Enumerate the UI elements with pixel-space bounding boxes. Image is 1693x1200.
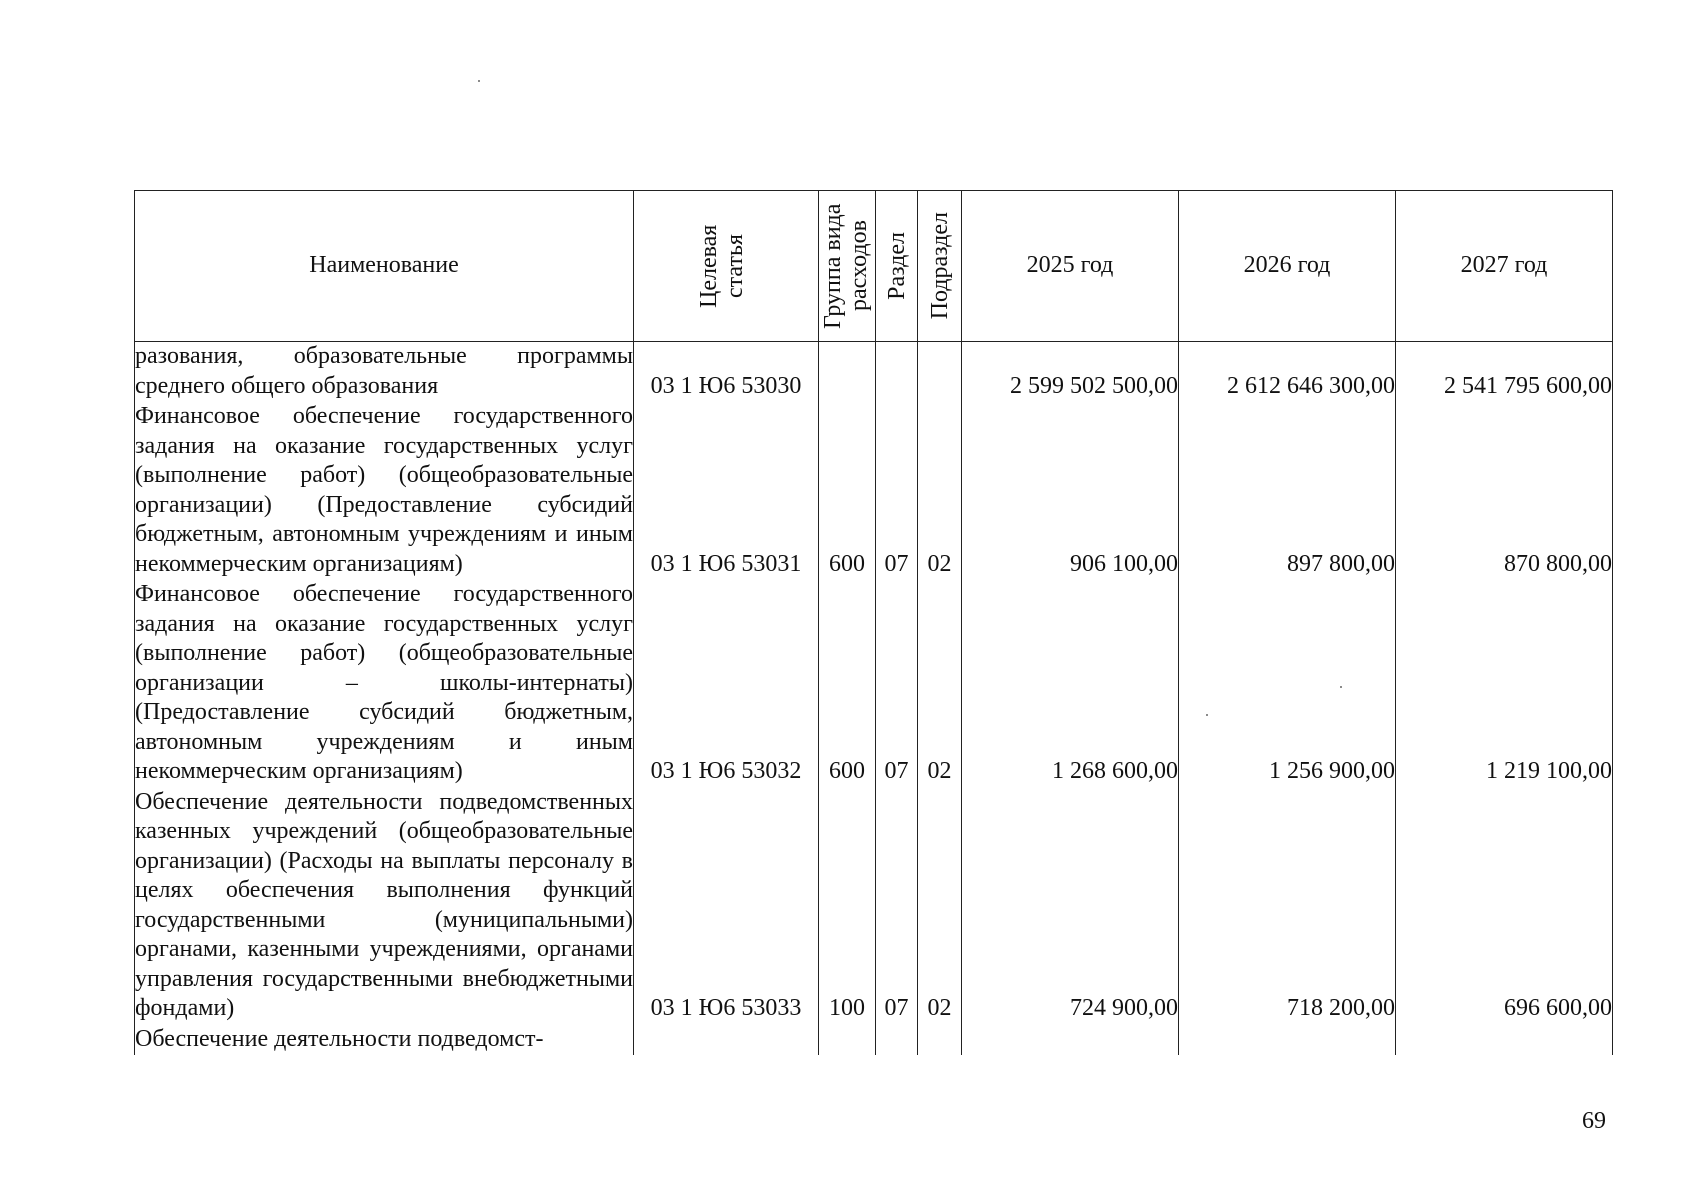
row-subsection — [918, 342, 962, 403]
row-section: 07 — [876, 788, 918, 1025]
header-2026 — [1179, 191, 1396, 342]
row-subsection: 02 — [918, 580, 962, 788]
row-target-article: 03 1 Ю6 53030 — [634, 342, 819, 403]
row-expense-group: 600 — [819, 402, 876, 580]
row-target-article: 03 1 Ю6 53031 — [634, 402, 819, 580]
header-target-article-label: Целевая статья — [696, 224, 748, 308]
header-expense-group-label: Группа вида расходов — [820, 203, 872, 329]
row-section — [876, 342, 918, 403]
table-row — [135, 1025, 1613, 1056]
row-amount-2025: 2 599 502 500,00 — [962, 342, 1179, 403]
header-name-label: Наименование — [309, 252, 459, 279]
row-amount-2026: 1 256 900,00 — [1179, 580, 1396, 788]
row-amount-2025 — [962, 1025, 1179, 1056]
row-expense-group: 100 — [819, 788, 876, 1025]
header-section — [876, 191, 918, 342]
row-amount-2026 — [1179, 1025, 1396, 1056]
row-expense-group — [819, 342, 876, 403]
row-amount-2025: 906 100,00 — [962, 402, 1179, 580]
table-row — [135, 402, 1613, 580]
row-amount-2027: 1 219 100,00 — [1396, 580, 1613, 788]
row-target-article: 03 1 Ю6 53033 — [634, 788, 819, 1025]
row-section — [876, 1025, 918, 1056]
row-subsection — [918, 1025, 962, 1056]
row-name: Обеспечение деятельности подведомст- — [135, 1025, 634, 1056]
header-subsection — [918, 191, 962, 342]
header-section-label: Раздел — [883, 232, 910, 300]
header-2027-label: 2027 год — [1460, 252, 1548, 279]
row-name: Обеспечение деятельности подведомственных казенных учреждений (общеобразовательные организации) (Расходы на выплаты персоналу в целях обеспечения выполнения функций государственными (муниципальными) органами, казенными учреждениями, органами управления государственными внебюджетными фондами) — [135, 788, 634, 1025]
header-2026-label: 2026 год — [1243, 252, 1331, 279]
row-name: Финансовое обеспечение государственного задания на оказание государственных услуг (выполнение работ) (общеобразовательные организации) (Предоставление субсидий бюджетным, автономным учреждениям и иным некоммерческим организациям) — [135, 402, 634, 580]
row-name: Финансовое обеспечение государственного задания на оказание государственных услуг (выполнение работ) (общеобразовательные организации – школы-интернаты) (Предоставление субсидий бюджетным, автономным учреждениям и иным некоммерческим организациям) — [135, 580, 634, 788]
header-2025-label: 2025 год — [1026, 252, 1114, 279]
row-amount-2025: 724 900,00 — [962, 788, 1179, 1025]
budget-table — [134, 190, 1613, 1055]
row-amount-2027 — [1396, 1025, 1613, 1056]
header-expense-group — [819, 191, 876, 342]
header-subsection-label: Подраздел — [926, 212, 953, 320]
row-expense-group: 600 — [819, 580, 876, 788]
header-target-article — [634, 191, 819, 342]
row-section: 07 — [876, 402, 918, 580]
row-amount-2026: 897 800,00 — [1179, 402, 1396, 580]
scan-speck — [478, 80, 480, 82]
table-row — [135, 788, 1613, 1025]
row-amount-2026: 2 612 646 300,00 — [1179, 342, 1396, 403]
row-subsection: 02 — [918, 402, 962, 580]
row-target-article — [634, 1025, 819, 1056]
row-section: 07 — [876, 580, 918, 788]
row-amount-2027: 696 600,00 — [1396, 788, 1613, 1025]
table-row — [135, 580, 1613, 788]
header-2027 — [1396, 191, 1613, 342]
row-amount-2027: 2 541 795 600,00 — [1396, 342, 1613, 403]
header-name — [135, 191, 634, 342]
row-subsection: 02 — [918, 788, 962, 1025]
header-2025 — [962, 191, 1179, 342]
row-amount-2027: 870 800,00 — [1396, 402, 1613, 580]
row-target-article: 03 1 Ю6 53032 — [634, 580, 819, 788]
table-row — [135, 342, 1613, 403]
page-number: 69 — [1582, 1108, 1606, 1134]
row-amount-2026: 718 200,00 — [1179, 788, 1396, 1025]
row-name: разования, образовательные программы среднего общего образования — [135, 342, 634, 403]
table-header-row — [135, 191, 1613, 342]
row-expense-group — [819, 1025, 876, 1056]
row-amount-2025: 1 268 600,00 — [962, 580, 1179, 788]
